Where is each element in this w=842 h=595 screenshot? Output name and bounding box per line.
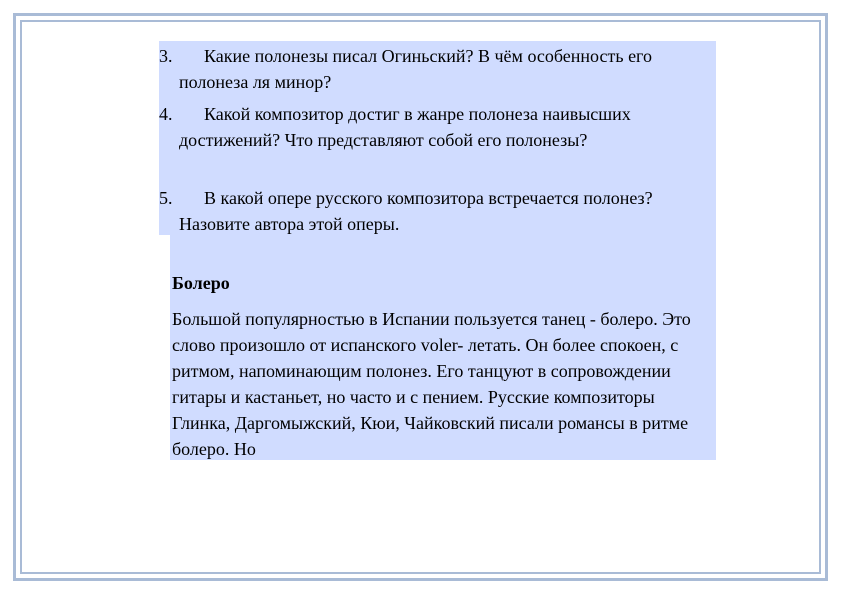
questions-block xyxy=(159,41,716,235)
question-item-4 xyxy=(159,101,716,153)
question-number: 5. xyxy=(159,188,173,208)
bolero-text: Большой популярностью в Испании пользуется танец - болеро. Это слово произошло от испанского voler- летать. Он более спокоен, с ритмом, напоминающим полонез. Его танцуют в сопровождении гитары и кастаньет, но часто и с пением. Русские композиторы Глинка, Даргомыжский, Кюи, Чайковский писали романсы в ритме болеро. Но xyxy=(172,309,691,459)
bolero-title: Болеро xyxy=(172,273,230,293)
question-text: Какой композитор достиг в жанре полонеза наивысших достижений? Что представляют собой его полонезы? xyxy=(179,104,631,150)
question-number: 4. xyxy=(159,104,173,124)
question-text: Какие полонезы писал Огиньский? В чём особенность его полонеза ля минор? xyxy=(179,46,652,92)
highlight-connector xyxy=(170,235,716,262)
question-text: В какой опере русского композитора встречается полонез? Назовите автора этой оперы. xyxy=(179,188,653,234)
question-item-5 xyxy=(159,185,716,237)
question-item-3 xyxy=(159,43,716,95)
question-number: 3. xyxy=(159,46,173,66)
bolero-block xyxy=(170,262,716,460)
